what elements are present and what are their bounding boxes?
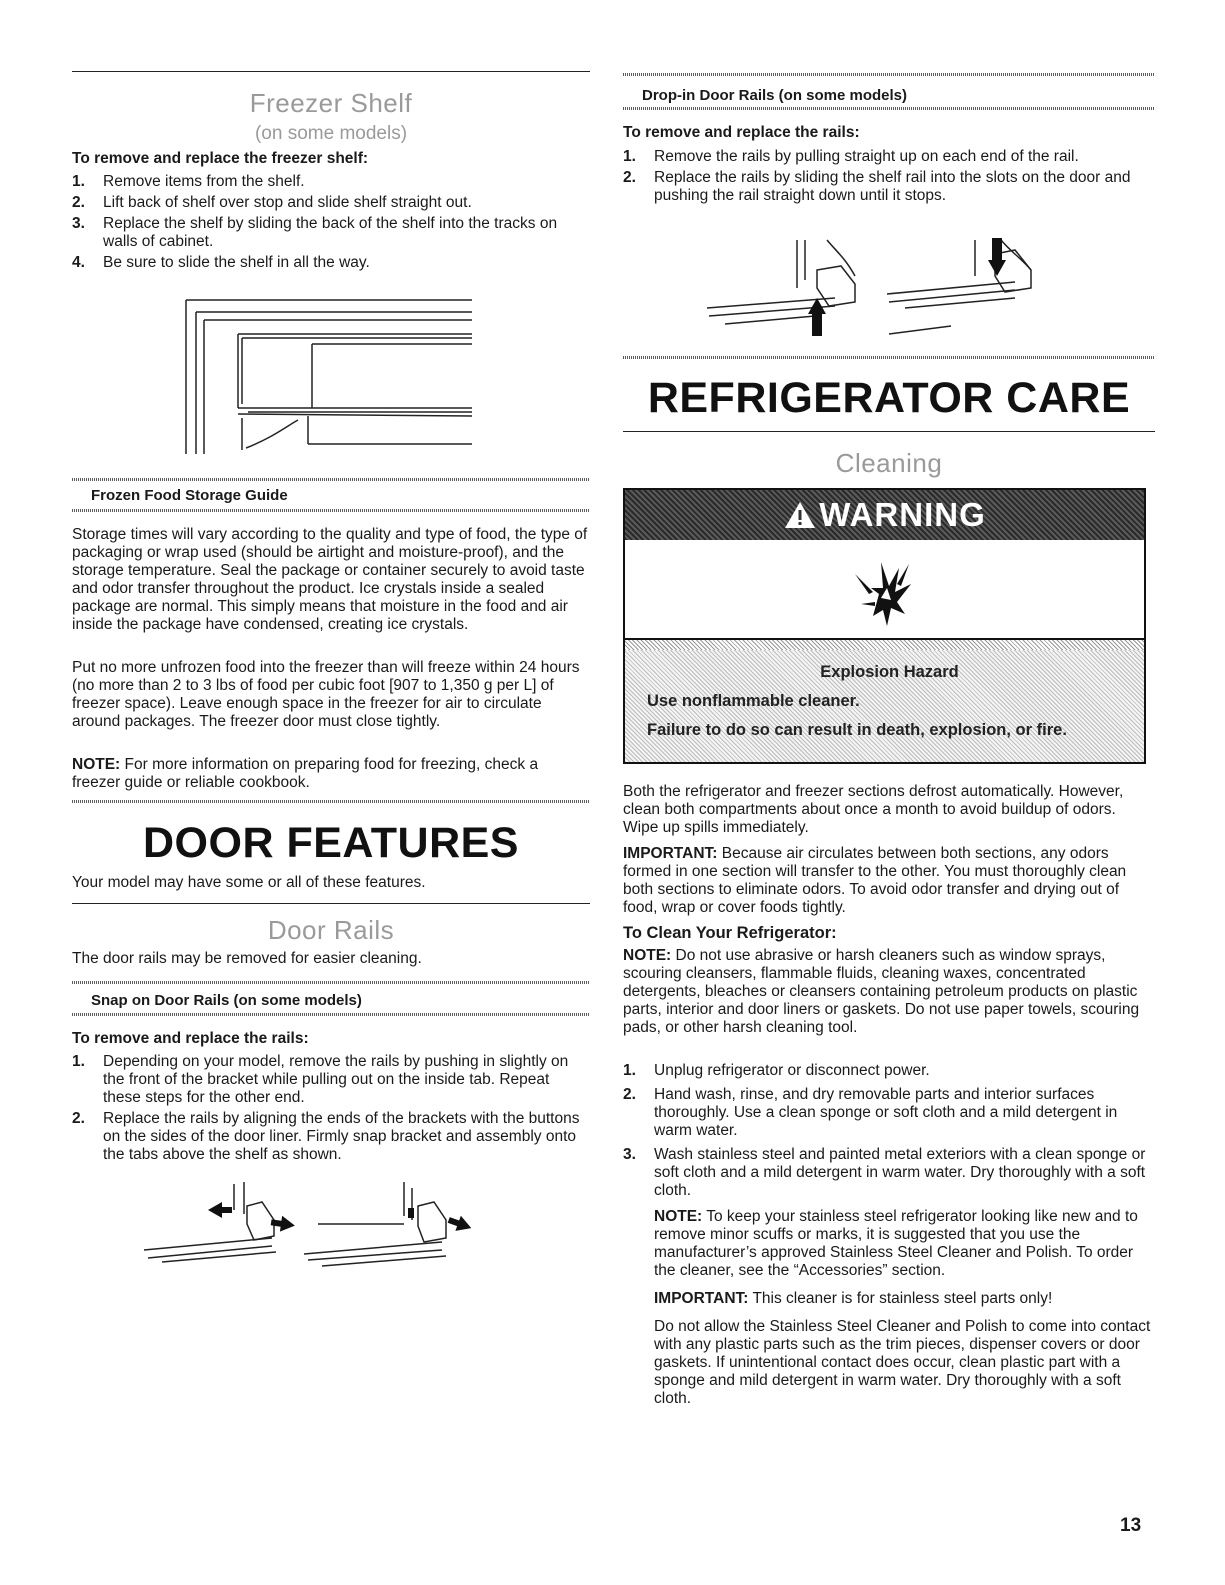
dotted-rule <box>72 981 590 984</box>
list-item: 2. Lift back of shelf over stop and slide shelf straight out. <box>72 194 472 211</box>
cleaning-para-1: Both the refrigerator and freezer sections defrost automatically. However, clean both compartments about once a month to avoid buildup of odors. Wipe up spills immediately. <box>623 783 1124 836</box>
warning-triangle-icon <box>783 500 817 530</box>
warning-label: WARNING <box>819 496 986 533</box>
freezer-shelf-title: Freezer Shelf <box>249 88 413 118</box>
section-rule <box>623 431 1155 432</box>
warning-hazard: Explosion Hazard <box>820 663 959 681</box>
cleaning-important: IMPORTANT: Because air circulates between both sections, any odors formed in one section will transfer to the other. You must thoroughly clean both sections to eliminate odors. To avoid odor transfer and drying out of food, wrap or cover foods tightly. <box>623 845 1127 916</box>
dropin-rails-heading: Drop-in Door Rails (on some models) <box>642 87 908 104</box>
freezer-shelf-steps <box>72 173 590 275</box>
cleaning-steps <box>623 1062 1155 1203</box>
dotted-rule <box>623 356 1155 359</box>
snap-rails-heading: Snap on Door Rails (on some models) <box>91 992 362 1009</box>
dotted-rule <box>72 800 590 803</box>
step-3-note: NOTE: To keep your stainless steel refrigerator looking like new and to remove minor scuffs or marks, it is suggested that you use the manufacturer’s approved Stainless Steel Cleaner and Polish. To order the cleaner, see the “Accessories” section. <box>654 1208 1138 1279</box>
list-item: 4. Be sure to slide the shelf in all the way. <box>72 254 370 271</box>
list-item: 3. Wash stainless steel and painted metal exteriors with a clean sponge or soft cloth and a mild detergent in warm water. Dry thoroughly with a soft cloth. <box>623 1146 1146 1199</box>
warning-box <box>623 488 1146 764</box>
list-item: 1. Remove the rails by pulling straight up on each end of the rail. <box>623 148 1079 165</box>
clean-refrigerator-heading: To Clean Your Refrigerator: <box>623 924 837 942</box>
frozen-food-para-2: Put no more unfrozen food into the freezer than will freeze within 24 hours (no more than 2 to 3 lbs of food per cubic foot [907 to 1,350 g per L] of freezer space). Leave enough space in the freezer for air to circulate around packages. The freezer door must close tightly. <box>72 659 580 730</box>
dropin-rails-steps-heading: To remove and replace the rails: <box>623 124 860 141</box>
warning-line-1: Use nonflammable cleaner. <box>647 692 860 710</box>
door-rails-intro: The door rails may be removed for easier cleaning. <box>72 950 422 967</box>
freezer-shelf-heading: To remove and replace the freezer shelf: <box>72 150 369 167</box>
frozen-food-note: NOTE: For more information on preparing food for freezing, check a freezer guide or reliable cookbook. <box>72 756 539 791</box>
dotted-rule <box>72 1013 590 1016</box>
dotted-rule <box>623 73 1155 76</box>
freezer-shelf-subtitle: (on some models) <box>254 123 408 144</box>
warning-text-area <box>625 650 1144 762</box>
step-3-details <box>623 1208 1155 1408</box>
freezer-shelf-illustration <box>182 298 482 458</box>
dotted-rule <box>72 478 590 481</box>
page-number: 13 <box>1120 1515 1142 1536</box>
warning-divider <box>625 640 1144 650</box>
step-3-para: Do not allow the Stainless Steel Cleaner and Polish to come into contact with any plastic parts such as the trim pieces, dispenser covers or door gaskets. If unintentional contact does occur, clean plastic part with a sponge and mild detergent in warm water. Dry thoroughly with a soft cloth. <box>654 1318 1151 1407</box>
cleaning-note: NOTE: Do not use abrasive or harsh cleaners such as window sprays, scouring cleansers, flammable fluids, cleaning waxes, concentrated detergents, bleaches or cleansers containing petroleum products on plastic parts, interior and door liners or gaskets. Do not use paper towels, scouring pads, or other harsh cleaning tool. <box>623 947 1140 1036</box>
warning-icon-area <box>625 540 1144 640</box>
frozen-food-para-1: Storage times will vary according to the quality and type of food, the type of packaging or wrap used (should be airtight and moisture-proof), and the storage temperature. Seal the package or container securely to avoid taste and odor transfer throughout the product. Ice crystals inside a sealed package are normal. This simply means that moisture in the food and air inside the package have condensed, creating ice crystals. <box>72 526 588 633</box>
door-rails-title: Door Rails <box>267 915 395 945</box>
dropin-rails-steps <box>623 148 1155 208</box>
dotted-rule <box>72 509 590 512</box>
list-item: 2. Hand wash, rinse, and dry removable parts and interior surfaces thoroughly. Use a clean sponge or soft cloth and a mild detergent in warm water. <box>623 1086 1118 1139</box>
refrigerator-care-title: REFRIGERATOR CARE <box>647 374 1131 422</box>
snap-rails-steps-heading: To remove and replace the rails: <box>72 1030 309 1047</box>
list-item: 2. Replace the rails by sliding the shelf rail into the slots on the door and pushing the rail straight down until it stops. <box>623 169 1131 204</box>
snap-rail-illustration <box>142 1180 542 1270</box>
list-item: 1. Unplug refrigerator or disconnect power. <box>623 1062 930 1079</box>
snap-rails-steps <box>72 1053 590 1167</box>
section-rule <box>72 903 590 904</box>
dotted-rule <box>623 107 1155 110</box>
list-item: 1. Remove items from the shelf. <box>72 173 305 190</box>
explosion-icon <box>853 558 915 630</box>
list-item: 1. Depending on your model, remove the rails by pushing in slightly on the front of the bracket while pulling out on the inside tab. Repeat these steps for the other end. <box>72 1053 569 1106</box>
cleaning-title: Cleaning <box>835 448 943 478</box>
door-features-intro: Your model may have some or all of these features. <box>72 874 426 891</box>
step-3-important: IMPORTANT: This cleaner is for stainless steel parts only! <box>654 1290 1053 1307</box>
top-rule <box>72 71 590 72</box>
warning-banner <box>625 490 1144 540</box>
door-features-title: DOOR FEATURES <box>143 819 519 867</box>
dropin-rail-illustration <box>705 236 1075 346</box>
frozen-food-heading: Frozen Food Storage Guide <box>91 487 288 504</box>
list-item: 3. Replace the shelf by sliding the back of the shelf into the tracks on walls of cabinet. <box>72 215 558 250</box>
list-item: 2. Replace the rails by aligning the ends of the brackets with the buttons on the sides of the door liner. Firmly snap bracket and assembly onto the tabs above the shelf as shown. <box>72 1110 580 1163</box>
warning-line-2: Failure to do so can result in death, explosion, or fire. <box>647 721 1067 739</box>
